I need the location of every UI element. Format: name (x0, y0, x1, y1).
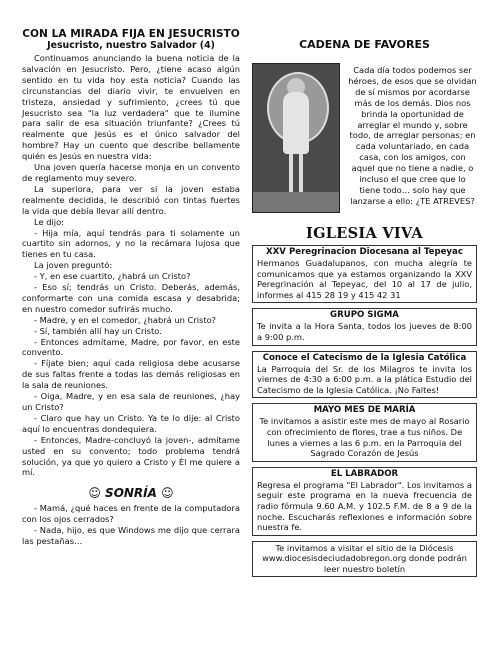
notice-text: Regresa el programa "El Labrador". Los invitamos a seguir este programa en la nueva frecuencia de radio fórmula 9.60 A.M. y 102.5 F.M. de 8 a 9 de la noche. Escucharás reflexiones e información sobre nuestra fe. (257, 479, 472, 533)
notice-text: La Parroquia del Sr. de los Milagros te invita los viernes de 4:30 a 6:00 p.m. a la plática Estudio del Catecismo de la Iglesia Católica. ¡No Faltes! (257, 363, 472, 395)
notice-title: Conoce el Catecismo de la Iglesia Católica (262, 352, 467, 363)
notice-text: Te invita a la Hora Santa, todos los jueves de 8:00 a 9:00 p.m. (257, 321, 472, 342)
joke-line: - Nada, hijo, es que Windows me dijo que cerrara las pestañas… (22, 525, 240, 547)
notice-text: Hermanos Guadalupanos, con mucha alegría te comunicamos que ya estamos organizando la XXV Peregrinación al Tepeyac, del 10 al 17 de julio, informes al 415 28 19 y 415 42 31 (257, 258, 472, 300)
notice-title: EL LABRADOR (330, 468, 399, 479)
paragraph: - Sí, también allí hay un Cristo. (34, 325, 162, 336)
cadena-title: CADENA DE FAVORES (299, 38, 430, 51)
paragraph: Le dijo: (34, 216, 64, 227)
cadena-text: Cada día todos podemos ser héroes, de esos que se olvidan de sí mismos por acordarse más de los demás. Dios nos brinda la oportunidad de arreglar el mundo y, sobre todo, de arreglar personas; en cada voluntariado, en cada casa, con los amigos, con aquel que no tiene a nadie, o incluso el que cree que lo tiene todo… solo hay que lanzarse a ello: ¿TE ATREVES? (348, 65, 477, 206)
jokes (22, 503, 240, 547)
paragraph: - Entonces, Madre-concluyó la joven-, admítame usted en su convento; todo problema tendrá solución, ya que yo quiero a Cristo y Él me quiere a mí. (22, 434, 240, 478)
sonria-heading: ☺ SONRÍA ☺ (88, 486, 174, 501)
notice-title: GRUPO SIGMA (330, 310, 399, 321)
paragraph: - Oiga, Madre, y en esa sala de reuniones, ¿hay un Cristo? (22, 391, 240, 412)
paragraph: - Fíjate bien; aquí cada religiosa debe acusarse de sus faltas frente a todas las demás religiosas en la sala de reuniones. (22, 358, 240, 391)
notice-box-catecismo (252, 351, 477, 399)
notice-title: MAYO MES DE MARÍA (313, 405, 416, 416)
notice-box-diocesis (252, 541, 477, 578)
article-subtitle: Jesucristo, nuestro Salvador (4) (47, 40, 215, 51)
paragraph: - Claro que hay un Cristo. Ya te lo dije: al Cristo aquí lo encuentras dondequiera. (22, 412, 240, 434)
paragraph: La superiora, para ver si la joven estaba realmente decidida, le describió con tintas fuertes la vida que debía llevar allí dentro. (22, 183, 240, 216)
paragraph: - Madre, y en el comedor, ¿habrá un Cristo? (34, 314, 217, 325)
paragraph: Una joven quería hacerse monja en un convento de reglamento muy severo. (22, 162, 240, 183)
left-column (22, 28, 240, 547)
paragraph: - Y, en ese cuartito, ¿habrá un Cristo? (34, 271, 191, 282)
joke-line: - Mamá, ¿qué haces en frente de la computadora con los ojos cerrados? (22, 503, 240, 525)
notice-box-mayo (252, 403, 477, 461)
paragraph: - Eso sí; tendrás un Cristo. Deberás, además, conformarte con una comida escasa y desabrida; en nuestro comedor sufrirás mucho. (22, 282, 240, 314)
paragraph: La joven preguntó: (34, 260, 113, 271)
notice-box-peregrinacion (252, 245, 477, 303)
notice-text: Te invitamos a visitar el sitio de la Diócesis www.diocesisdeciudadobregon.org donde podrán leer nuestro boletín (262, 542, 467, 574)
notice-box-labrador (252, 467, 477, 536)
notice-text: Te invitamos a asistir este mes de mayo al Rosario con ofrecimiento de flores, trae a tus niños. De lunes a viernes a las 6 p.m. en la Parroquia del Sagrado Corazón de Jesús (259, 416, 470, 459)
iglesia-viva-title: IGLESIA VIVA (306, 225, 423, 242)
paragraph: Continuamos anunciando la buena noticia de la salvación en Jesucristo. Pero, ¿tiene acaso algún sentido en tu vida hoy esta noticia? Cuando las circunstancias del diario vivir, te envuelven en tristeza, ansiedad y sufrimiento, ¿crees tú que Jesucristo sea "la luz verdadera" que te ilumine para salir de esa situación triunfante? ¿Crees tú realmente que Jesús es el único salvador del hombre? Hay un cuento que describe bellamente quién es Jesús en nuestra vida: (22, 53, 240, 162)
right-column (252, 28, 477, 582)
paragraph: - Entonces admítame, Madre, por favor, en este convento. (22, 336, 240, 358)
article-title: CON LA MIRADA FIJA EN JESUCRISTO (22, 28, 240, 40)
notice-title: XXV Peregrinacion Diocesana al Tepeyac (266, 247, 463, 257)
notice-box-sigma (252, 308, 477, 345)
article-body (22, 53, 240, 478)
paragraph: - Hija mía, aquí tendrás para ti solamente un cuartito sin adornos, y no la recámara lujosa que tienes en tu casa. (22, 227, 240, 260)
illustration-image (252, 63, 340, 213)
